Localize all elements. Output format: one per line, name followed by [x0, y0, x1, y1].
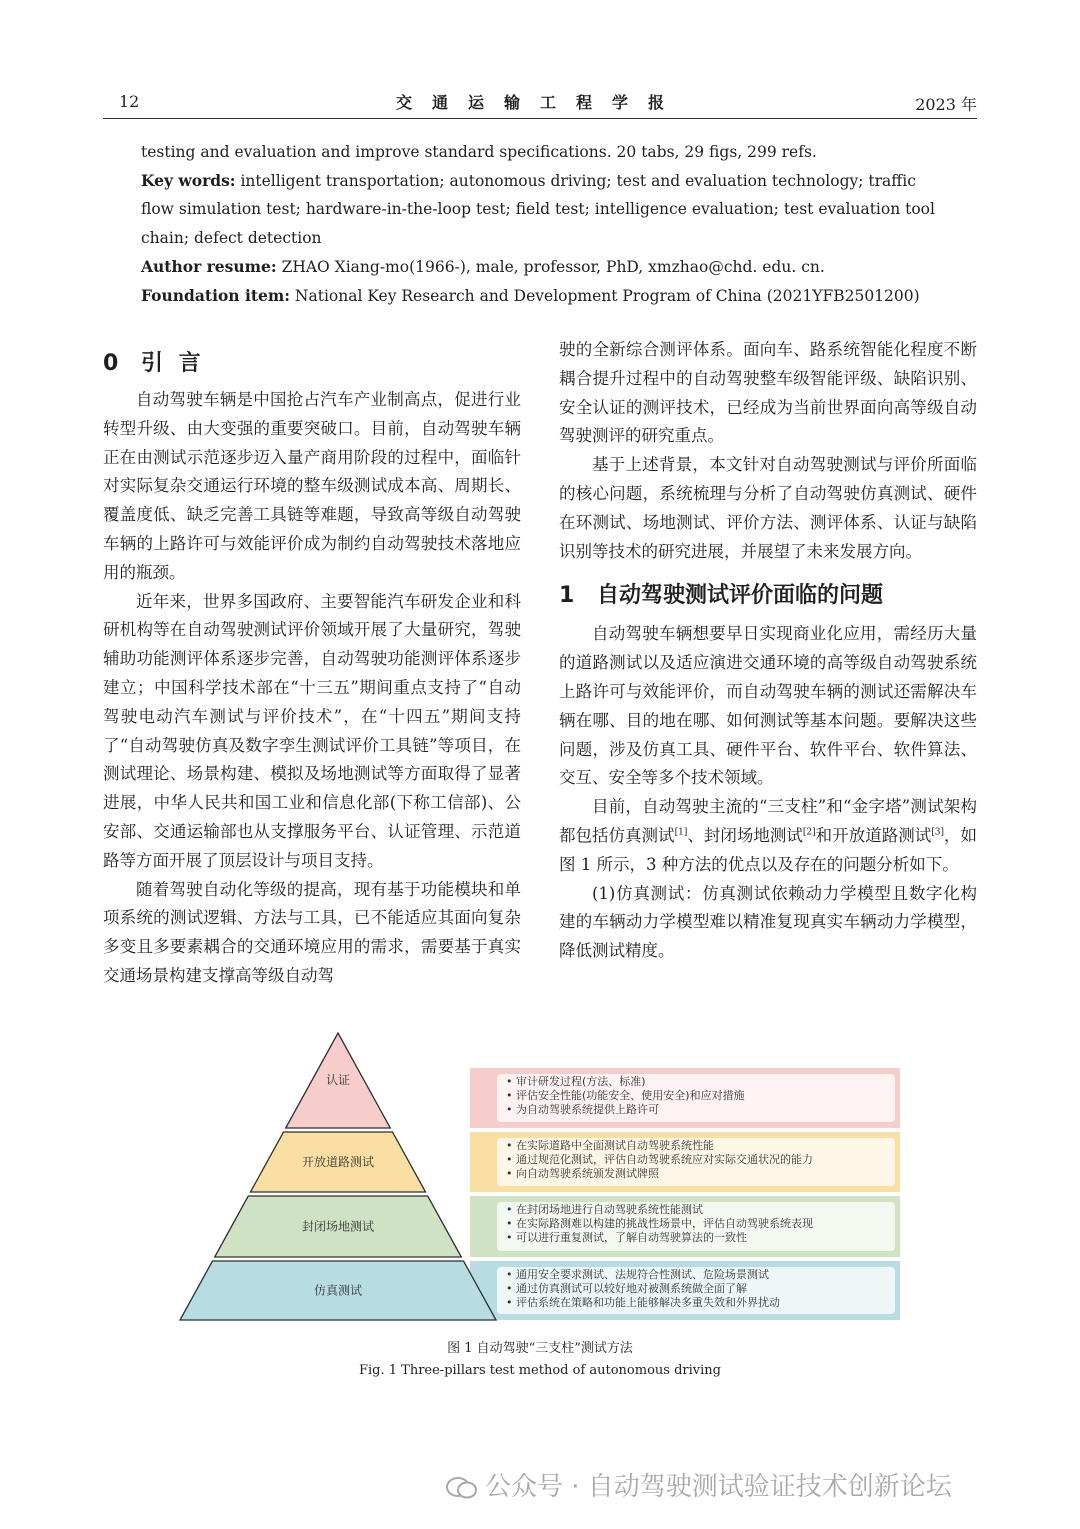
level-bullet: • 为自动驾驶系统提供上路许可 [506, 1103, 659, 1116]
citation-3[interactable]: [3] [931, 827, 945, 838]
watermark [445, 1466, 952, 1503]
paragraph-continued: 驶的全新综合测评体系。面向车、路系统智能化程度不断耦合提升过程中的自动驾驶整车级智能评级、缺陷识别、安全认证的测评技术，已经成为当前世界面向高等级自动驾驶测评的研究重点。 [559, 340, 977, 446]
paragraph: 自动驾驶车辆想要早日实现商业化应用，需经历大量的道路测试以及适应演进交通环境的高等级自动驾驶系统上路许可与效能评价，而自动驾驶车辆的测试还需解决车辆在哪、目的地在哪、如何测试等基本问题。要解决这些问题，涉及仿真工具、硬件平台、软件平台、软件算法、交互、安全等多个技术领域。 [559, 624, 977, 788]
keywords-text: intelligent transportation; autonomous driving; test and evaluation technology; traffic flow simulation test; hardware-in-the-loop test; field test; intelligence evaluation; test evaluation tool chain; defect detection [141, 171, 935, 248]
abstract-closing-line: testing and evaluation and improve standard specifications. 20 tabs, 29 figs, 299 refs. [141, 143, 817, 161]
text-run: 目前，自动驾驶主流的“三支柱”和“金字塔”测试架构都包括仿真测试 [559, 797, 977, 845]
author-text: ZHAO Xiang-mo(1966-), male, professor, PhD, xmzhao@chd. edu. cn. [276, 257, 825, 276]
level-bullet: • 评估安全性能(功能安全、使用安全)和应对措施 [506, 1089, 745, 1102]
pyramid-level-label: 开放道路测试 [301, 1155, 375, 1169]
pyramid-level-label: 认证 [325, 1073, 351, 1087]
level-bullet: • 审计研发过程(方法、标准) [506, 1075, 646, 1088]
section-title: 引 言 [141, 351, 205, 376]
paragraph: (1)仿真测试：仿真测试依赖动力学模型且数字化构建的车辆动力学模型难以精准复现真实车辆动力学模型，降低测试精度。 [559, 883, 977, 961]
section-number: 1 [559, 583, 575, 609]
level-bullet: • 向自动驾驶系统颁发测试牌照 [506, 1167, 659, 1180]
level-bullet: • 在实际道路中全面测试自动驾驶系统性能 [506, 1139, 714, 1152]
watermark-text: 公众号 · 自动驾驶测试验证技术创新论坛 [485, 1472, 952, 1502]
section-title: 自动驾驶测试评价面临的问题 [597, 583, 884, 609]
keywords-label: Key words: [141, 170, 236, 190]
foundation-text: National Key Research and Development Program of China (2021YFB2501200) [290, 286, 920, 305]
paragraph: 随着驾驶自动化等级的提高，现有基于功能模块和单项系统的测试逻辑、方法与工具，已不能适应其面向复杂多变且多要素耦合的交通环境应用的需求，需要基于真实交通场景构建支撑高等级自动驾 [103, 879, 521, 985]
text-run: 、封闭场地测试 [687, 825, 803, 845]
figure-caption-cn: 图 1 自动驾驶“三支柱”测试方法 [447, 1341, 633, 1356]
page-number: 12 [119, 92, 140, 111]
author-label: Author resume: [141, 256, 277, 276]
pyramid-level-label: 封闭场地测试 [301, 1219, 375, 1234]
paragraph: 自动驾驶车辆是中国抢占汽车产业制高点，促进行业转型升级、由大变强的重要突破口。目前，自动驾驶车辆正在由测试示范逐步迈入量产商用阶段的过程中，面临针对实际复杂交通运行环境的整车级测试成本高、周期长、覆盖度低、缺乏完善工具链等难题，导致高等级自动驾驶车辆的上路许可与效能评价成为制约自动驾驶技术落地应用的瓶颈。 [103, 390, 521, 582]
section-number: 0 [103, 351, 123, 376]
level-bullet: • 通过规范化测试，评估自动驾驶系统应对实际交通状况的能力 [506, 1153, 813, 1166]
journal-title: 交通运输工程学报 [395, 93, 684, 112]
level-bullet: • 在实际路测难以构建的挑战性场景中，评估自动驾驶系统表现 [506, 1217, 813, 1230]
level-bullet: • 评估系统在策略和功能上能够解决多重失效和外界扰动 [506, 1296, 780, 1309]
journal-year: 2023 年 [915, 95, 977, 114]
level-bullet: • 可以进行重复测试，了解自动驾驶算法的一致性 [506, 1231, 747, 1244]
pyramid-level-label: 仿真测试 [313, 1283, 363, 1298]
paragraph: 基于上述背景，本文针对自动驾驶测试与评价所面临的核心问题，系统梳理与分析了自动驾驶仿真测试、硬件在环测试、场地测试、评价方法、测评体系、认证与缺陷识别等技术的研究进展，并展望了未来发展方向。 [559, 455, 977, 561]
text-run: 和开放道路测试 [815, 825, 932, 845]
level-bullet: • 通过仿真测试可以较好地对被测系统做全面了解 [506, 1282, 747, 1295]
figure-caption-en: Fig. 1 Three-pillars test method of autonomous driving [359, 1363, 721, 1378]
citation-1[interactable]: [1] [674, 827, 688, 838]
foundation-label: Foundation item: [141, 285, 290, 305]
paragraph: 近年来，世界多国政府、主要智能汽车研发企业和科研机构等在自动驾驶测试评价领域开展了大量研究，驾驶辅助功能测评体系逐步完善，自动驾驶功能测评体系逐步建立；中国科学技术部在“十三五”期间重点支持了“自动驾驶电动汽车测试与评价技术”，在“十四五”期间支持了“自动驾驶仿真及数字孪生测试评价工具链”等项目，在测试理论、场景构建、模拟及场地测试等方面取得了显著进展，中华人民共和国工业和信息化部(下称工信部)、公安部、交通运输部也从支撑服务平台、认证管理、示范道路等方面开展了顶层设计与项目支持。 [103, 591, 521, 870]
wechat-logo-icon [445, 1476, 479, 1500]
text-run: ，如图 1 所示，3 种方法的优点以及存在的问题分析如下。 [559, 825, 978, 874]
level-bullet: • 通用安全要求测试、法规符合性测试、危险场景测试 [506, 1268, 769, 1281]
level-bullet: • 在封闭场地进行自动驾驶系统性能测试 [506, 1203, 703, 1216]
citation-2[interactable]: [2] [802, 827, 816, 838]
